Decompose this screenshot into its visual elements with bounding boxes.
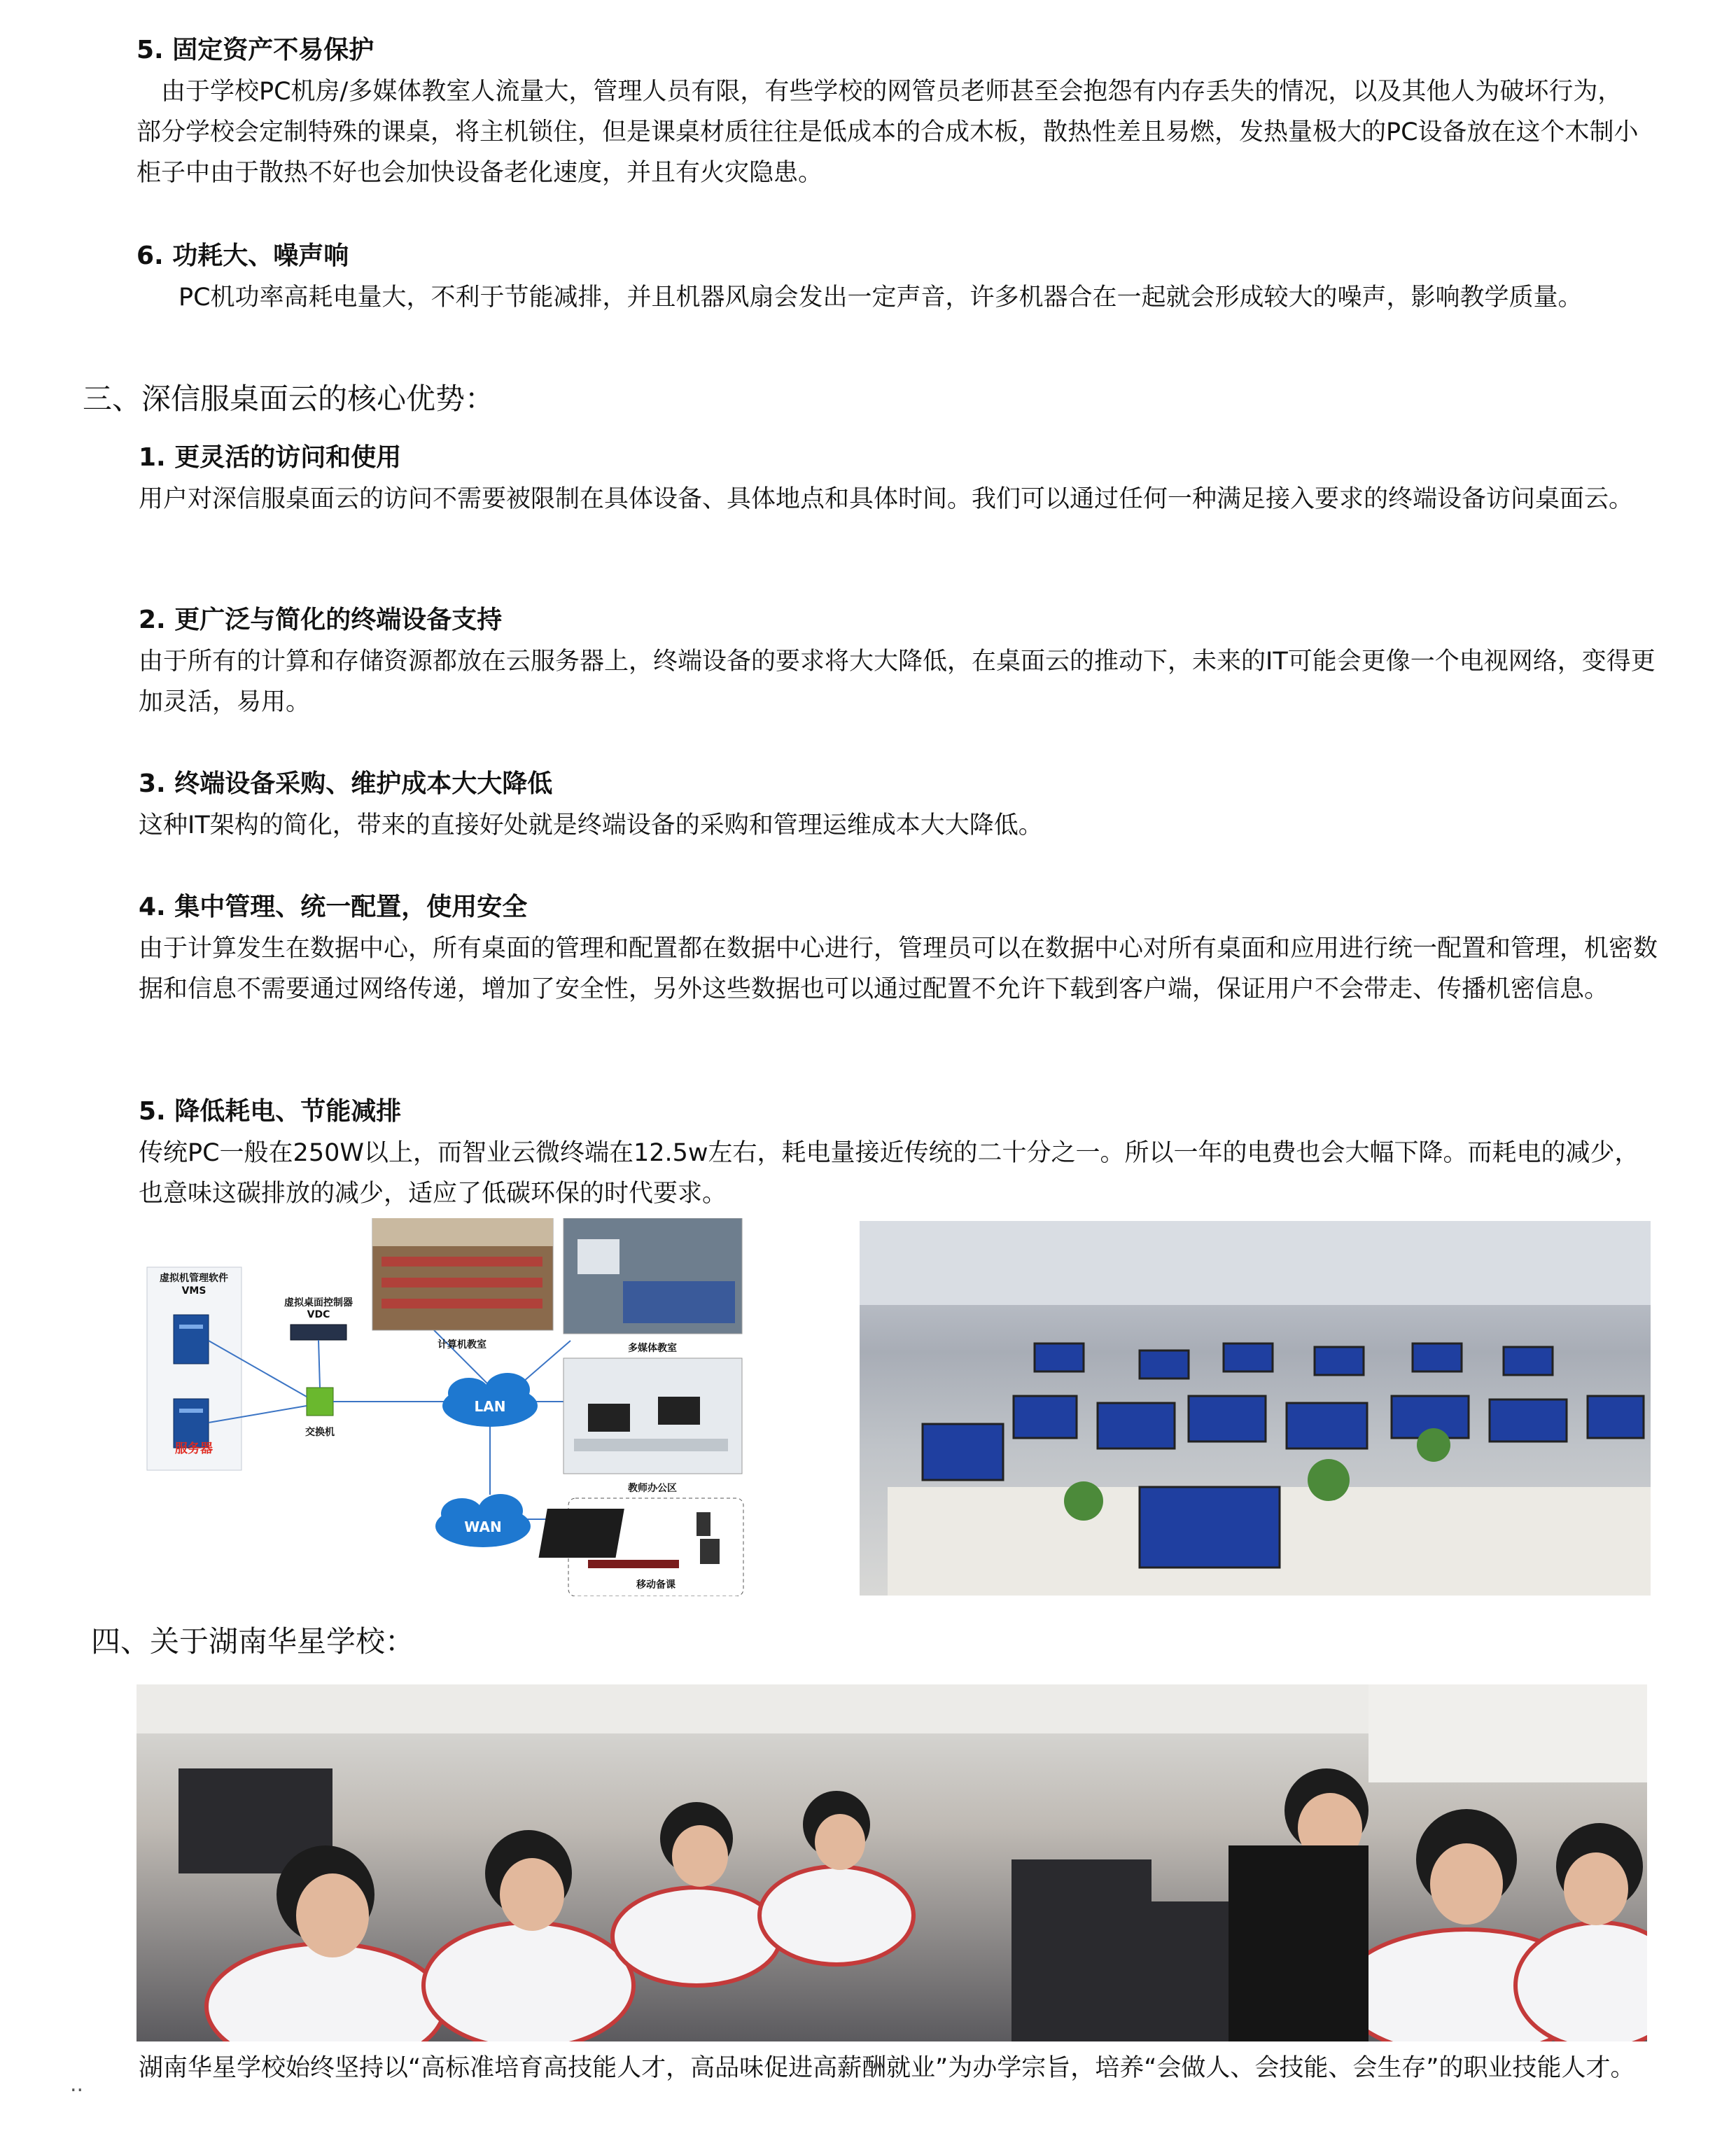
heading-advantage-1: 1. 更灵活的访问和使用 bbox=[139, 443, 402, 472]
vdc-device-icon bbox=[290, 1325, 346, 1340]
heading-advantage-2: 2. 更广泛与简化的终端设备支持 bbox=[139, 606, 503, 634]
terminal-office-photo bbox=[860, 1221, 1651, 1596]
lan-label: LAN bbox=[474, 1398, 506, 1415]
heading-advantage-5: 5. 降低耗电、节能减排 bbox=[139, 1097, 402, 1126]
network-diagram bbox=[140, 1218, 749, 1596]
heading-advantage-3: 3. 终端设备采购、维护成本大大降低 bbox=[139, 769, 553, 798]
phone-icon bbox=[696, 1512, 710, 1536]
paragraph-advantage-2: 由于所有的计算和存储资源都放在云服务器上，终端设备的要求将大大降低，在桌面云的推动下，未来的IT可能会更像一个电视网络，变得更加灵活，易用。 bbox=[139, 648, 1656, 716]
network-diagram-svg bbox=[140, 1218, 749, 1596]
teacher-office-photo bbox=[564, 1358, 742, 1474]
section-title-advantages: 三、深信服桌面云的核心优势： bbox=[83, 382, 495, 416]
mobile-prep-label: 移动备课 bbox=[636, 1579, 676, 1591]
server-icon bbox=[174, 1315, 209, 1364]
students-classroom-photo-svg bbox=[136, 1684, 1647, 2041]
server-label: 服务器 bbox=[175, 1442, 213, 1456]
paragraph-school-intro: 湖南华星学校始终坚持以“高标准培育高技能人才，高品味促进高薪酬就业”为办学宗旨，培养“会做人、会技能、会生存”的职业技能人才。 bbox=[139, 2054, 1635, 2082]
multimedia-label: 多媒体教室 bbox=[628, 1343, 677, 1354]
vdc-label: 虚拟桌面控制器 bbox=[284, 1297, 353, 1308]
heading-fixed-assets: 5. 固定资产不易保护 bbox=[136, 36, 374, 64]
paragraph-power-noise: PC机功率高耗电量大，不利于节能减排，并且机器风扇会发出一定声音，许多机器合在一起就会形成较大的噪声，影响教学质量。 bbox=[178, 284, 1583, 312]
vms-sub-label: VMS bbox=[181, 1285, 206, 1297]
students-classroom-photo bbox=[136, 1684, 1647, 2041]
computer-lab-photo bbox=[372, 1218, 553, 1330]
switch-icon bbox=[307, 1388, 333, 1416]
page-corner-dots: .. bbox=[70, 2072, 84, 2097]
tablet-icon bbox=[700, 1539, 720, 1564]
paragraph-advantage-5: 传统PC一般在250W以上，而智业云微终端在12.5w左右，耗电量接近传统的二十分之一。所以一年的电费也会大幅下降。而耗电的减少，也意味这碳排放的减少，适应了低碳环保的时代要求。 bbox=[139, 1139, 1639, 1208]
section-title-school: 四、关于湖南华星学校： bbox=[91, 1624, 415, 1659]
paragraph-advantage-3: 这种IT架构的简化，带来的直接好处就是终端设备的采购和管理运维成本大大降低。 bbox=[139, 811, 1043, 839]
server-icon bbox=[174, 1399, 209, 1448]
vdc-sub-label: VDC bbox=[307, 1309, 330, 1320]
teacher-office-label: 教师办公区 bbox=[628, 1483, 677, 1494]
paragraph-fixed-assets: 由于学校PC机房/多媒体教室人流量大，管理人员有限，有些学校的网管员老师甚至会抱怨有内存丢失的情况，以及其他人为破坏行为，部分学校会定制特殊的课桌，将主机锁住，但是课桌材质往往是低成本的合成木板，散热性差且易燃，发热量极大的PC设备放在这个木制小柜子中由于散热不好也会加快设备老化速度，并且有火灾隐患。 bbox=[136, 78, 1639, 187]
vms-label: 虚拟机管理软件 bbox=[160, 1273, 228, 1284]
heading-advantage-4: 4. 集中管理、统一配置，使用安全 bbox=[139, 893, 528, 921]
wan-label: WAN bbox=[464, 1519, 502, 1535]
computer-lab-label: 计算机教室 bbox=[438, 1339, 486, 1350]
terminal-office-photo-svg bbox=[860, 1221, 1651, 1596]
paragraph-advantage-4: 由于计算发生在数据中心，所有桌面的管理和配置都在数据中心进行，管理员可以在数据中心对所有桌面和应用进行统一配置和管理，机密数据和信息不需要通过网络传递，增加了安全性，另外这些数据也可以通过配置不允许下载到客户端，保证用户不会带走、传播机密信息。 bbox=[139, 935, 1658, 1003]
heading-power-noise: 6. 功耗大、噪声响 bbox=[136, 242, 349, 270]
switch-label: 交换机 bbox=[305, 1427, 335, 1438]
paragraph-advantage-1: 用户对深信服桌面云的访问不需要被限制在具体设备、具体地点和具体时间。我们可以通过任何一种满足接入要求的终端设备访问桌面云。 bbox=[139, 485, 1634, 513]
multimedia-classroom-photo bbox=[564, 1218, 742, 1334]
laptop-icon bbox=[538, 1509, 679, 1568]
